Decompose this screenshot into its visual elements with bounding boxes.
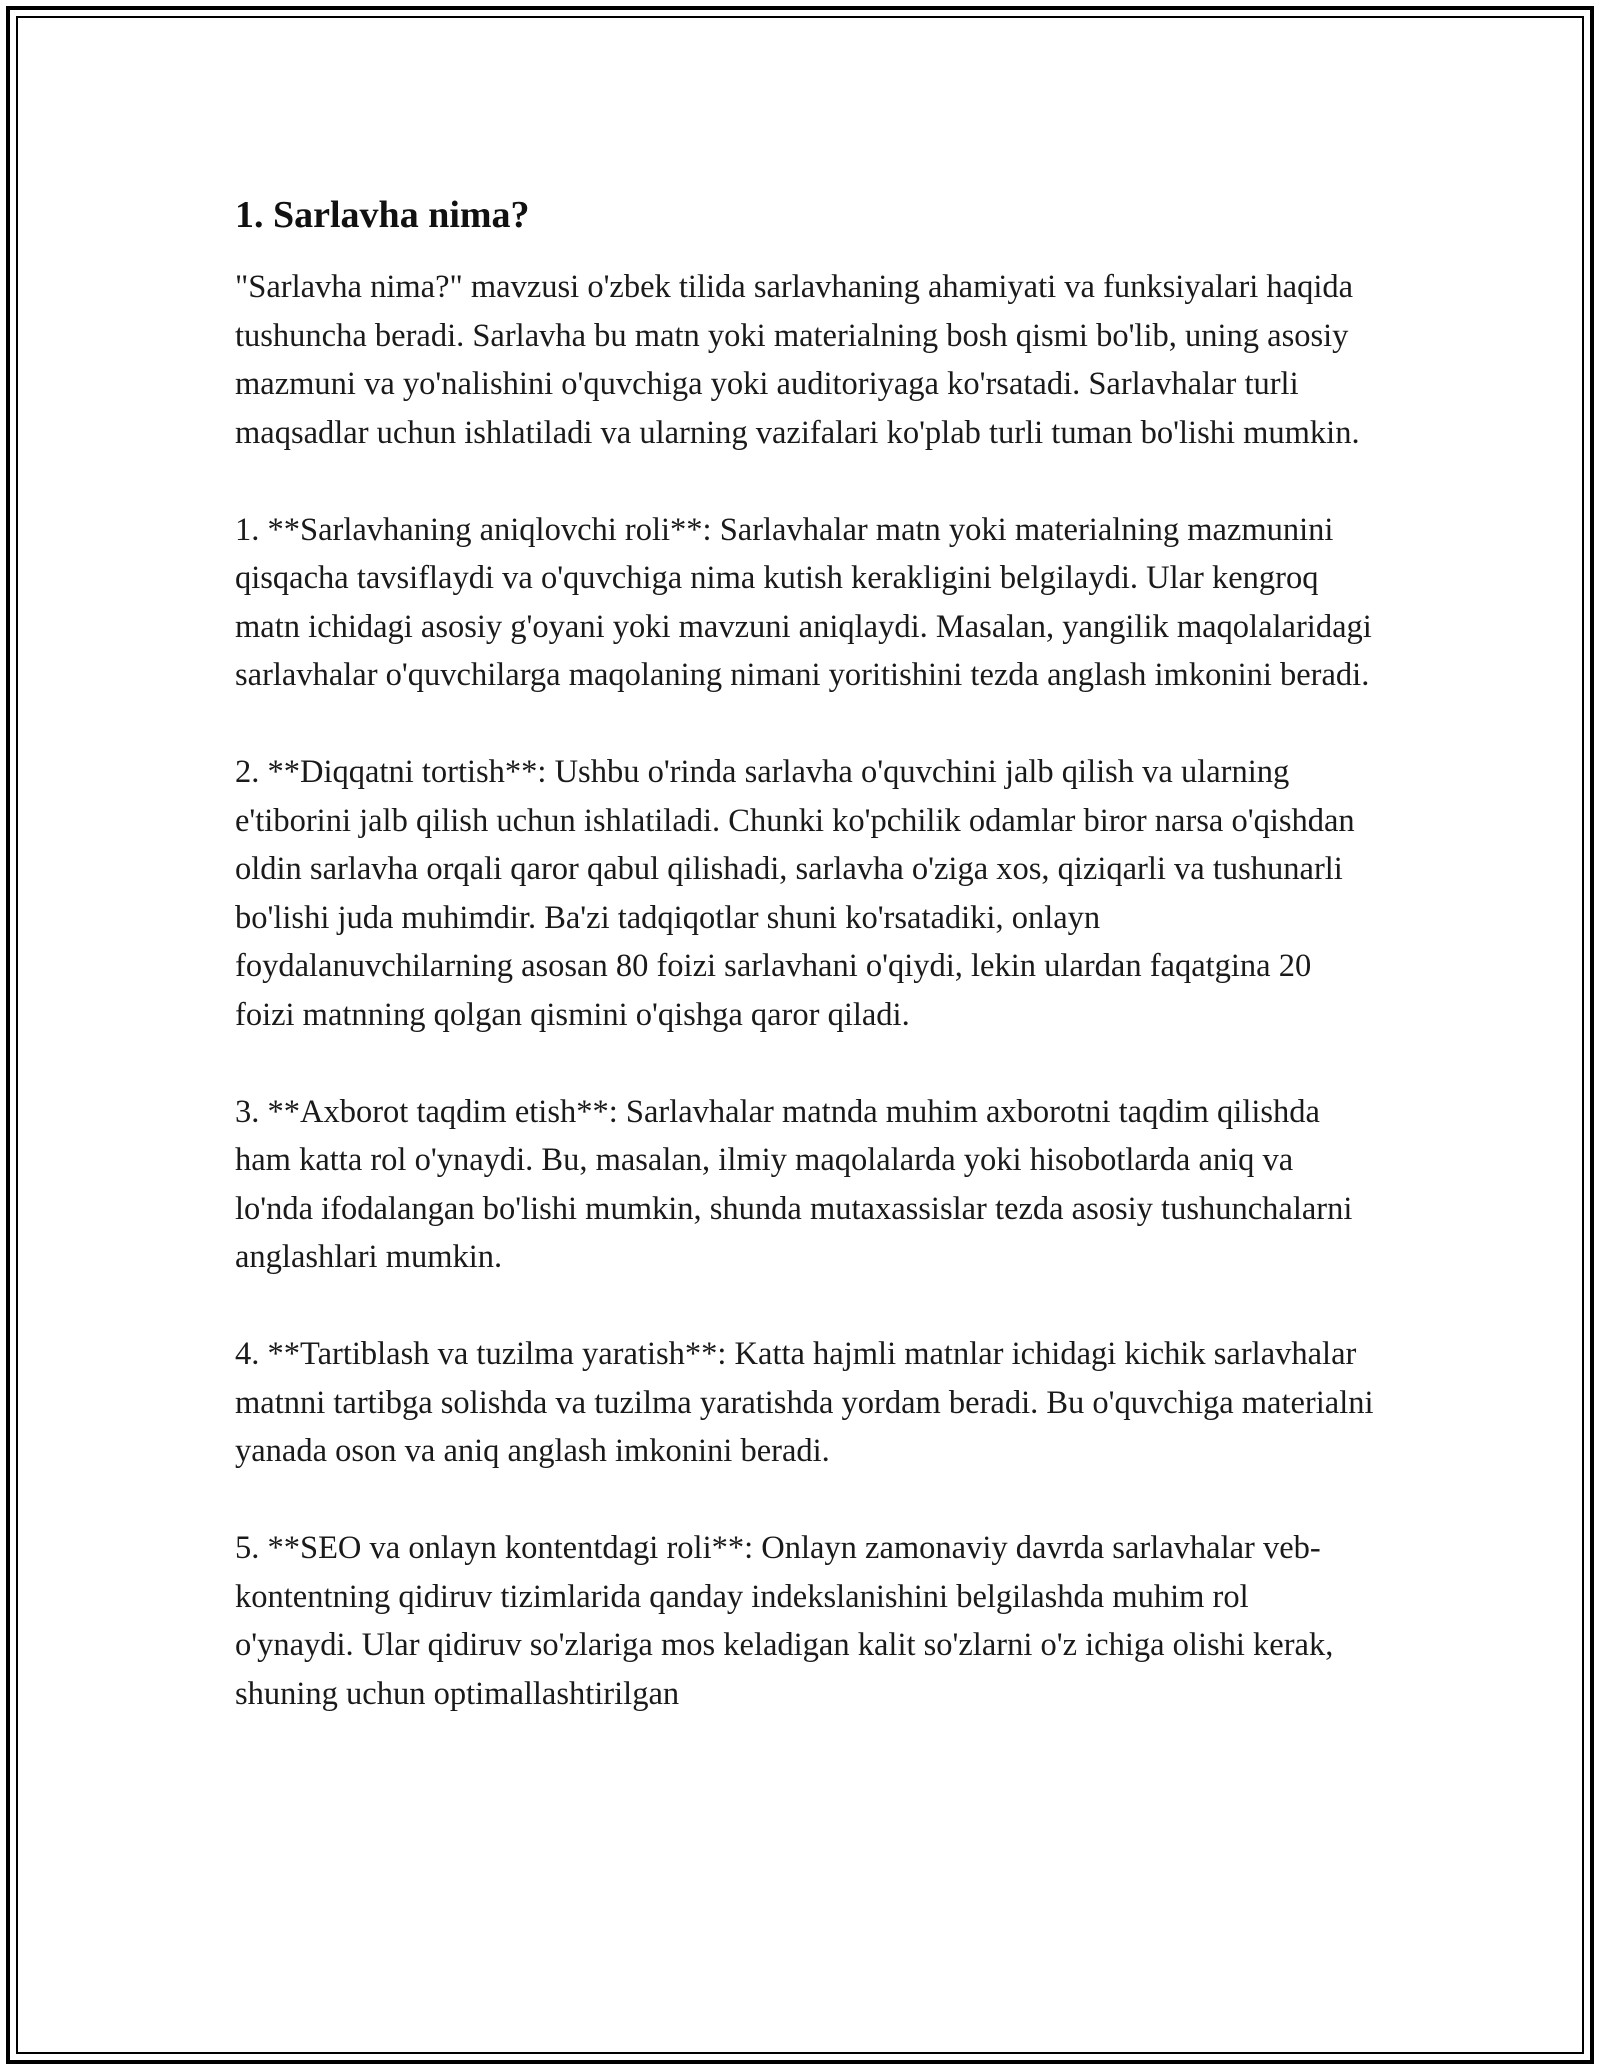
paragraph-item-1: 1. **Sarlavhaning aniqlovchi roli**: Sarlavhalar matn yoki materialning mazmunini qisqacha tavsiflaydi va o'quvchiga nima kutish kerakligini belgilaydi. Ular kengroq matn ichidagi asosiy g'oyani yoki mavzuni aniqlaydi. Masalan, yangilik maqolalaridagi sarlavhalar o'quvchilarga maqolaning nimani yoritishini tezda anglash imkonini beradi. <box>235 511 1372 693</box>
paragraph-item-4: 4. **Tartiblash va tuzilma yaratish**: Katta hajmli matnlar ichidagi kichik sarlavhalar matnni tartibga solishda va tuzilma yaratishda yordam beradi. Bu o'quvchiga materialni yanada oson va aniq anglash imkonini beradi. <box>235 1336 1374 1469</box>
paragraph-item-5: 5. **SEO va onlayn kontentdagi roli**: Onlayn zamonaviy davrda sarlavhalar veb-kontentning qidiruv tizimlarida qanday indekslanishini belgilashda muhim rol o'ynaydi. Ular qidiruv so'zlariga mos keladigan kalit so'zlarni o'z ichiga olishi kerak, shuning uchun optimallashtirilgan <box>235 1530 1334 1712</box>
document-body <box>235 185 1375 1718</box>
intro-paragraph: "Sarlavha nima?" mavzusi o'zbek tilida sarlavhaning ahamiyati va funksiyalari haqida tushuncha beradi. Sarlavha bu matn yoki materialning bosh qismi bo'lib, uning asosiy mazmuni va yo'nalishini o'quvchiga yoki auditoriyaga ko'rsatadi. Sarlavhalar turli maqsadlar uchun ishlatiladi va ularning vazifalari ko'plab turli tuman bo'lishi mumkin. <box>235 269 1360 451</box>
paragraph-item-3: 3. **Axborot taqdim etish**: Sarlavhalar matnda muhim axborotni taqdim qilishda ham katta rol o'ynaydi. Bu, masalan, ilmiy maqolalarda yoki hisobotlarda aniq va lo'nda ifodalangan bo'lishi mumkin, shunda mutaxassislar tezda asosiy tushunchalarni anglashlari mumkin. <box>235 1093 1353 1275</box>
paragraph-item-2: 2. **Diqqatni tortish**: Ushbu o'rinda sarlavha o'quvchini jalb qilish va ularning e'tiborini jalb qilish uchun ishlatiladi. Chunki ko'pchilik odamlar biror narsa o'qishdan oldin sarlavha orqali qaror qabul qilishadi, sarlavha o'ziga xos, qiziqarli va tushunarli bo'lishi juda muhimdir. Ba'zi tadqiqotlar shuni ko'rsatadiki, onlayn foydalanuvchilarning asosan 80 foizi sarlavhani o'qiydi, lekin ulardan faqatgina 20 foizi matnning qolgan qismini o'qishga qaror qiladi. <box>235 754 1355 1033</box>
document-title: 1. Sarlavha nima? <box>235 194 530 236</box>
